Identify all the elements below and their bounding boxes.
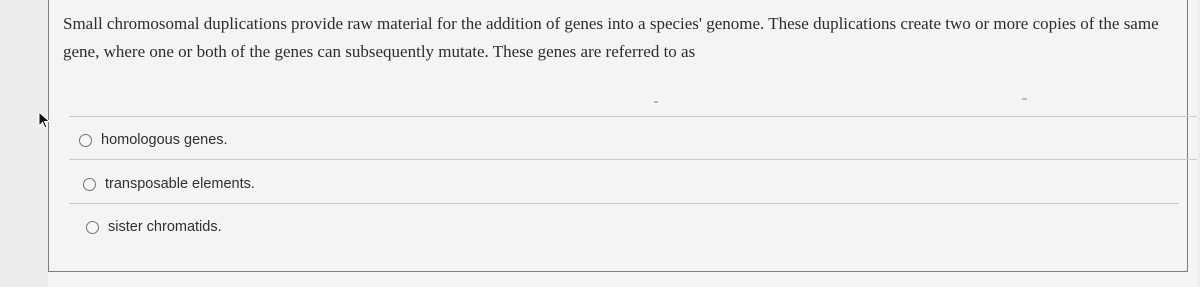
- mouse-pointer-icon: [38, 111, 52, 129]
- question-divider: [69, 116, 1197, 117]
- question-card: [48, 0, 1188, 272]
- radio-button-icon[interactable]: [79, 134, 92, 147]
- answer-option-3[interactable]: [86, 218, 222, 236]
- radio-button-icon[interactable]: [86, 221, 99, 234]
- stray-mark: [654, 101, 658, 103]
- answer-option-1[interactable]: [79, 131, 228, 149]
- stray-mark: [1022, 98, 1027, 100]
- option-divider: [69, 159, 1197, 160]
- option-label: sister chromatids.: [108, 219, 222, 235]
- radio-button-icon[interactable]: [83, 178, 96, 191]
- option-label: homologous genes.: [101, 132, 228, 148]
- answer-option-2[interactable]: [83, 175, 255, 193]
- question-text: Small chromosomal duplications provide raw material for the addition of genes into a species' genome. These duplications create two or more copies of the same gene, where one or both of the genes can subsequently mutate. These genes are referred to as: [63, 14, 1159, 61]
- option-label: transposable elements.: [105, 176, 255, 192]
- question-panel: [48, 0, 1198, 287]
- option-divider: [69, 203, 1179, 204]
